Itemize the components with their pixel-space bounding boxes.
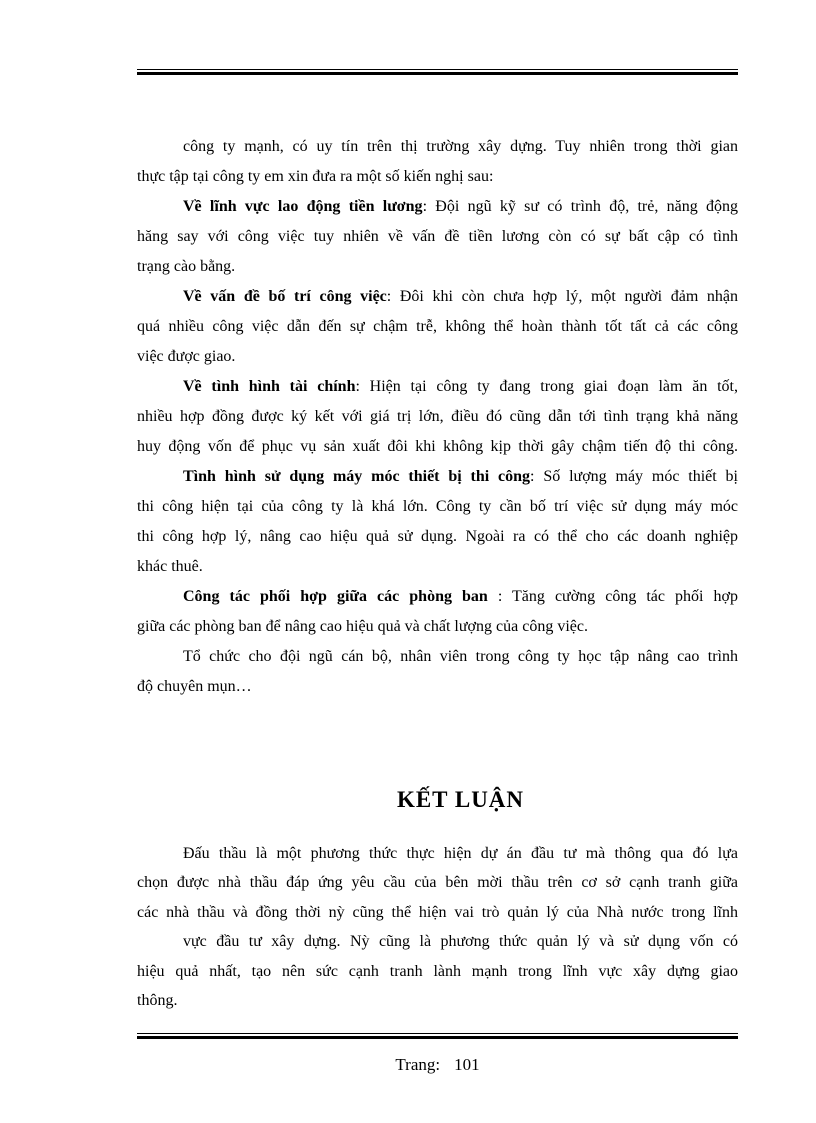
text-line: vực đầu tư xây dựng. Nỳ cũng là phương thức quản lý và sử dụng vốn có — [183, 933, 738, 951]
text-line: công ty mạnh, có uy tín trên thị trường xây dựng. Tuy nhiên trong thời gian — [183, 138, 738, 155]
conclusion-text — [137, 839, 738, 1015]
text-line: giữa các phòng ban để nâng cao hiệu quả và chất lượng của công việc. — [137, 618, 588, 635]
text-line: huy động vốn để phục vụ sản xuất đôi khi không kịp thời gây chậm tiến độ thi công. — [137, 438, 738, 455]
bold-lead-in: Về vấn đề bố trí công việc — [183, 288, 387, 305]
text-line: quá nhiều công việc dẫn đến sự chậm trễ, không thể hoàn thành tốt tất cả các công — [137, 318, 738, 335]
text-line: trạng cào bằng. — [137, 258, 236, 275]
text-line: Tình hình sử dụng máy móc thiết bị thi công: Số lượng máy móc thiết bị — [183, 468, 739, 485]
footer-rule — [137, 1033, 738, 1039]
page-number-label: Trang: — [395, 1055, 441, 1074]
body-text — [137, 132, 738, 702]
text-line: Công tác phối hợp giữa các phòng ban : Tăng cường công tác phối hợp — [183, 588, 738, 605]
text-line: Về tình hình tài chính: Hiện tại công ty đang trong giai đoạn làm ăn tốt, — [183, 378, 738, 395]
text-line: Về vấn đề bố trí công việc: Đôi khi còn chưa hợp lý, một người đảm nhận — [183, 288, 738, 305]
bold-lead-in: Về tình hình tài chính — [183, 378, 356, 395]
bold-lead-in: Tình hình sử dụng máy móc thiết bị thi công — [183, 468, 531, 485]
text-line: hiệu quả nhất, tạo nên sức cạnh tranh lành mạnh trong lĩnh vực xây dựng giao — [137, 962, 738, 980]
text-line: các nhà thầu và đồng thời nỳ cũng thể hiện vai trò quản lý của Nhà nước trong lĩnh — [137, 903, 738, 921]
text-line: việc được giao. — [137, 348, 236, 365]
text-line: thi công hợp lý, nâng cao hiệu quả sử dụng. Ngoài ra có thể cho các doanh nghiệp — [137, 528, 738, 545]
text-line: Tổ chức cho đội ngũ cán bộ, nhân viên trong công ty học tập nâng cao trình — [183, 648, 738, 665]
text-line: chọn được nhà thầu đáp ứng yêu cầu của bên mời thầu trên cơ sở cạnh tranh giữa — [137, 874, 738, 892]
text-line: Về lĩnh vực lao động tiền lương: Đội ngũ kỹ sư có trình độ, trẻ, năng động — [183, 198, 739, 215]
text-line: hăng say với công việc tuy nhiên về vấn đề tiền lương còn có sự bất cập có tình — [137, 228, 738, 245]
bold-lead-in: Công tác phối hợp giữa các phòng ban — [183, 588, 488, 605]
conclusion-heading: KẾT LUẬN — [396, 787, 525, 812]
text-line: khác thuê. — [137, 558, 203, 575]
text-line: Đấu thầu là một phương thức thực hiện dự án đầu tư mà thông qua đó lựa — [183, 845, 738, 862]
text-line: độ chuyên mụn… — [137, 678, 252, 695]
header-rule — [137, 69, 738, 75]
text-line: thi công hiện tại của công ty là khá lớn. Công ty cần bố trí việc sử dụng máy móc — [137, 498, 738, 515]
text-line: nhiều hợp đồng được ký kết với giá trị lớn, điều đó cũng dẫn tới tình trạng khả năng — [137, 408, 738, 425]
bold-lead-in: Về lĩnh vực lao động tiền lương — [183, 198, 423, 215]
page-footer — [137, 1053, 738, 1077]
page-number-value: 101 — [454, 1055, 480, 1074]
text-line: thông. — [137, 991, 178, 1009]
text-line: thực tập tại công ty em xin đưa ra một số kiến nghị sau: — [137, 168, 494, 185]
